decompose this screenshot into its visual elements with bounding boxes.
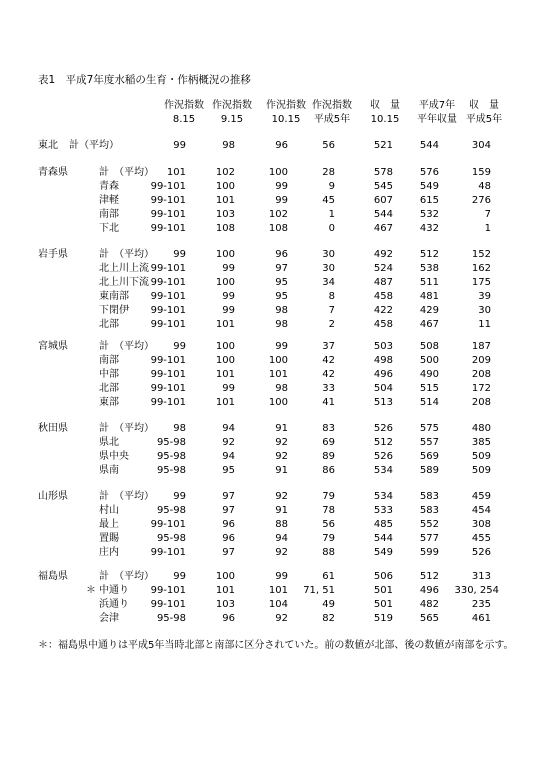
cell-value: 526 [373,423,393,434]
table-row [0,354,543,368]
column-header-line1: 作況指数 [164,100,204,111]
area-label: 北部 [99,383,119,394]
cell-value: 98 [173,423,186,434]
cell-value: 509 [471,451,491,462]
cell-value: 92 [275,437,288,448]
cell-value: 490 [419,369,439,380]
prefecture-label: 福島県 [38,571,68,582]
table-row [0,368,543,382]
cell-value: 101 [215,585,235,596]
cell-value: 96 [275,249,288,260]
cell-value: 101 [268,369,288,380]
cell-value: 94 [275,533,288,544]
cell-value: 95-98 [156,437,186,448]
table-row [0,222,543,236]
table-row [0,598,543,612]
cell-value: 99-101 [150,369,186,380]
cell-value: 9 [328,181,335,192]
area-label: 計 （平均） [99,423,154,434]
cell-value: 99 [222,305,235,316]
cell-value: 496 [419,585,439,596]
cell-value: 513 [373,397,393,408]
cell-value: 467 [419,319,439,330]
cell-value: 519 [373,613,393,624]
cell-value: 512 [419,571,439,582]
cell-value: 101 [215,319,235,330]
cell-value: 422 [373,305,393,316]
cell-value: 61 [322,571,335,582]
cell-value: 583 [419,491,439,502]
cell-value: 41 [322,397,335,408]
cell-value: 482 [419,599,439,610]
table-row [0,208,543,222]
footnote: ＊：福島県中通りは平成5年当時北部と南部に区分されていた。前の数値が北部、後の数値が南部を示す。 [38,640,514,651]
area-label: 置賜 [99,533,119,544]
cell-value: 99 [275,181,288,192]
cell-value: 102 [268,209,288,220]
table-row [0,532,543,546]
cell-value: 492 [373,249,393,260]
cell-value: 88 [275,519,288,530]
cell-value: 30 [322,249,335,260]
cell-value: 276 [471,195,491,206]
cell-value: 95 [222,465,235,476]
area-label: 北上川下流 [99,277,149,288]
cell-value: 97 [222,547,235,558]
cell-value: 589 [419,465,439,476]
table-row [0,262,543,276]
cell-value: 565 [419,613,439,624]
cell-value: 92 [275,613,288,624]
column-header-line2: 10.15 [271,114,301,125]
cell-value: 79 [322,491,335,502]
area-label: 会津 [99,613,119,624]
cell-value: 96 [222,519,235,530]
table-row [0,450,543,464]
area-label: 東南部 [99,291,129,302]
area-label: 村山 [99,505,119,516]
cell-value: 100 [215,355,235,366]
cell-value: 532 [419,209,439,220]
prefecture-label: 秋田県 [38,423,68,434]
cell-value: 99-101 [150,585,186,596]
cell-value: 101 [215,369,235,380]
cell-value: 455 [471,533,491,544]
area-label: 計 （平均） [99,571,154,582]
cell-value: 99-101 [150,599,186,610]
column-header-line1: 平成7年 [418,100,456,111]
table-row [0,396,543,410]
cell-value: 39 [478,291,491,302]
cell-value: 91 [275,505,288,516]
cell-value: 577 [419,533,439,544]
column-header [302,99,362,127]
cell-value: 99-101 [150,319,186,330]
cell-value: 99-101 [150,397,186,408]
cell-value: 102 [215,167,235,178]
column-header-line1: 作況指数 [212,100,252,111]
cell-value: 500 [419,355,439,366]
cell-value: 100 [268,167,288,178]
prefecture-label: 山形県 [38,491,68,502]
area-label: 青森 [99,181,119,192]
cell-value: 152 [471,249,491,260]
cell-value: 533 [373,505,393,516]
column-header-line2: 9.15 [220,114,244,125]
cell-value: 100 [215,571,235,582]
cell-value: 304 [471,140,491,151]
table-row [0,436,543,450]
cell-value: 98 [222,140,235,151]
cell-value: 454 [471,505,491,516]
cell-value: 99 [173,140,186,151]
cell-value: 95 [275,291,288,302]
cell-value: 30 [322,263,335,274]
cell-value: 521 [373,140,393,151]
cell-value: 56 [322,140,335,151]
cell-value: 99 [222,291,235,302]
cell-value: 549 [373,547,393,558]
cell-value: 172 [471,383,491,394]
cell-value: 615 [419,195,439,206]
prefecture-label: 宮城県 [38,341,68,352]
table-title: 表1 平成7年度水稲の生育・作柄概況の推移 [38,74,251,86]
area-label: 中部 [99,369,119,380]
cell-value: 96 [222,613,235,624]
cell-value: 429 [419,305,439,316]
column-header-line2: 平成5年 [465,114,503,125]
cell-value: 97 [222,505,235,516]
table-row [0,166,543,180]
cell-value: 99-101 [150,291,186,302]
cell-value: 162 [471,263,491,274]
cell-value: 503 [373,341,393,352]
cell-value: 576 [419,167,439,178]
cell-value: 91 [275,465,288,476]
cell-value: 99 [222,383,235,394]
area-label: 北部 [99,319,119,330]
cell-value: 91 [275,423,288,434]
cell-value: 97 [222,491,235,502]
cell-value: 544 [419,140,439,151]
cell-value: 432 [419,223,439,234]
cell-value: 544 [373,209,393,220]
cell-value: 103 [215,599,235,610]
cell-value: 92 [275,491,288,502]
cell-value: 330, 254 [454,585,499,596]
cell-value: 7 [328,305,335,316]
cell-value: 99-101 [150,355,186,366]
cell-value: 104 [268,599,288,610]
cell-value: 0 [328,223,335,234]
table-row [0,318,543,332]
cell-value: 100 [215,277,235,288]
cell-value: 108 [268,223,288,234]
cell-value: 534 [373,491,393,502]
prefecture-label: 青森県 [38,167,68,178]
cell-value: 501 [373,599,393,610]
table-row [0,340,543,354]
cell-value: 49 [322,599,335,610]
cell-value: 235 [471,599,491,610]
cell-value: 95-98 [156,451,186,462]
cell-value: 89 [322,451,335,462]
cell-value: 95-98 [156,613,186,624]
cell-value: 99 [173,491,186,502]
cell-value: 526 [471,547,491,558]
cell-value: 549 [419,181,439,192]
area-label: 北上川上流 [99,263,149,274]
cell-value: 578 [373,167,393,178]
area-label: 下閉伊 [99,305,129,316]
table-row [0,382,543,396]
area-label: 計 （平均） [99,341,154,352]
cell-value: 461 [471,613,491,624]
cell-value: 103 [215,209,235,220]
cell-value: 459 [471,491,491,502]
column-header [202,99,262,127]
cell-value: 98 [275,305,288,316]
cell-value: 175 [471,277,491,288]
cell-value: 514 [419,397,439,408]
table-row [0,546,543,560]
cell-value: 480 [471,423,491,434]
cell-value: 501 [373,585,393,596]
cell-value: 524 [373,263,393,274]
cell-value: 96 [222,533,235,544]
cell-value: 99 [275,341,288,352]
table-row [0,584,543,598]
table-row [0,612,543,626]
cell-value: 101 [268,585,288,596]
cell-value: 481 [419,291,439,302]
area-label: 最上 [99,519,119,530]
cell-value: 458 [373,291,393,302]
cell-value: 575 [419,423,439,434]
cell-value: 2 [328,319,335,330]
footnote-mark: ＊ [86,585,96,596]
cell-value: 99-101 [150,195,186,206]
column-header-line1: 収 量 [469,100,499,111]
cell-value: 1 [484,223,491,234]
cell-value: 48 [478,181,491,192]
cell-value: 458 [373,319,393,330]
table-row [0,180,543,194]
cell-value: 545 [373,181,393,192]
cell-value: 92 [275,547,288,558]
cell-value: 99 [275,195,288,206]
cell-value: 7 [484,209,491,220]
cell-value: 187 [471,341,491,352]
cell-value: 99-101 [150,209,186,220]
area-label: 県北 [99,437,119,448]
cell-value: 487 [373,277,393,288]
cell-value: 79 [322,533,335,544]
table-row [0,422,543,436]
table-row [0,504,543,518]
cell-value: 94 [222,423,235,434]
column-header [355,99,415,127]
area-label: 計 （平均） [99,249,154,260]
cell-value: 8 [328,291,335,302]
cell-value: 99 [275,571,288,582]
cell-value: 99-101 [150,519,186,530]
cell-value: 159 [471,167,491,178]
cell-value: 42 [322,355,335,366]
cell-value: 96 [275,140,288,151]
cell-value: 86 [322,465,335,476]
cell-value: 101 [215,195,235,206]
cell-value: 45 [322,195,335,206]
area-label: 中通り [99,585,129,596]
cell-value: 1 [328,209,335,220]
cell-value: 515 [419,383,439,394]
area-label: 東部 [99,397,119,408]
cell-value: 30 [478,305,491,316]
cell-value: 71, 51 [303,585,335,596]
cell-value: 88 [322,547,335,558]
area-label: 浜通り [99,599,129,610]
cell-value: 526 [373,451,393,462]
cell-value: 599 [419,547,439,558]
cell-value: 385 [471,437,491,448]
cell-value: 69 [322,437,335,448]
cell-value: 538 [419,263,439,274]
column-header-line1: 作況指数 [312,100,352,111]
cell-value: 99-101 [150,305,186,316]
cell-value: 100 [268,397,288,408]
cell-value: 56 [322,519,335,530]
cell-value: 95-98 [156,465,186,476]
cell-value: 544 [373,533,393,544]
area-label: 計（平均） [69,140,119,151]
cell-value: 209 [471,355,491,366]
cell-value: 99-101 [150,277,186,288]
cell-value: 94 [222,451,235,462]
cell-value: 42 [322,369,335,380]
area-label: 庄内 [99,547,119,558]
cell-value: 99-101 [150,383,186,394]
cell-value: 99-101 [150,263,186,274]
cell-value: 78 [322,505,335,516]
cell-value: 100 [215,181,235,192]
area-label: 計 （平均） [99,491,154,502]
cell-value: 82 [322,613,335,624]
area-label: 下北 [99,223,119,234]
prefecture-label: 東北 [38,140,58,151]
cell-value: 99 [173,571,186,582]
cell-value: 100 [215,341,235,352]
cell-value: 99 [173,249,186,260]
cell-value: 108 [215,223,235,234]
prefecture-label: 岩手県 [38,249,68,260]
cell-value: 313 [471,571,491,582]
column-header-line1: 作況指数 [266,100,306,111]
table-row [0,290,543,304]
table-row [0,276,543,290]
cell-value: 97 [275,263,288,274]
cell-value: 92 [222,437,235,448]
cell-value: 534 [373,465,393,476]
table-row [0,464,543,478]
cell-value: 92 [275,451,288,462]
table-row [0,570,543,584]
cell-value: 512 [419,249,439,260]
area-label: 南部 [99,209,119,220]
area-label: 計 （平均） [99,167,154,178]
cell-value: 83 [322,423,335,434]
cell-value: 208 [471,369,491,380]
cell-value: 99 [173,341,186,352]
cell-value: 99-101 [150,181,186,192]
cell-value: 511 [419,277,439,288]
cell-value: 506 [373,571,393,582]
cell-value: 99 [222,263,235,274]
cell-value: 99-101 [150,223,186,234]
cell-value: 509 [471,465,491,476]
cell-value: 308 [471,519,491,530]
cell-value: 467 [373,223,393,234]
cell-value: 95-98 [156,505,186,516]
cell-value: 508 [419,341,439,352]
cell-value: 37 [322,341,335,352]
column-header-line2: 平成5年 [313,114,351,125]
cell-value: 208 [471,397,491,408]
cell-value: 557 [419,437,439,448]
table-row [0,194,543,208]
cell-value: 34 [322,277,335,288]
cell-value: 100 [268,355,288,366]
cell-value: 512 [373,437,393,448]
table-row [0,518,543,532]
area-label: 県中央 [99,451,129,462]
cell-value: 101 [166,167,186,178]
area-label: 県南 [99,465,119,476]
area-label: 津軽 [99,195,119,206]
cell-value: 11 [478,319,491,330]
cell-value: 607 [373,195,393,206]
cell-value: 100 [215,249,235,260]
column-header-line2: 8.15 [172,114,196,125]
column-header-line2: 10.15 [370,114,400,125]
table-row [0,248,543,262]
cell-value: 498 [373,355,393,366]
cell-value: 101 [215,397,235,408]
cell-value: 98 [275,319,288,330]
column-header [454,99,514,127]
cell-value: 485 [373,519,393,530]
cell-value: 99-101 [150,547,186,558]
cell-value: 98 [275,383,288,394]
column-header-line2: 平年収量 [417,114,457,125]
cell-value: 496 [373,369,393,380]
cell-value: 95-98 [156,533,186,544]
cell-value: 504 [373,383,393,394]
cell-value: 95 [275,277,288,288]
column-header-line1: 収 量 [370,100,400,111]
cell-value: 33 [322,383,335,394]
area-label: 南部 [99,355,119,366]
cell-value: 552 [419,519,439,530]
cell-value: 583 [419,505,439,516]
cell-value: 28 [322,167,335,178]
table-row [0,304,543,318]
cell-value: 569 [419,451,439,462]
table-row [0,490,543,504]
table-row [0,139,543,153]
